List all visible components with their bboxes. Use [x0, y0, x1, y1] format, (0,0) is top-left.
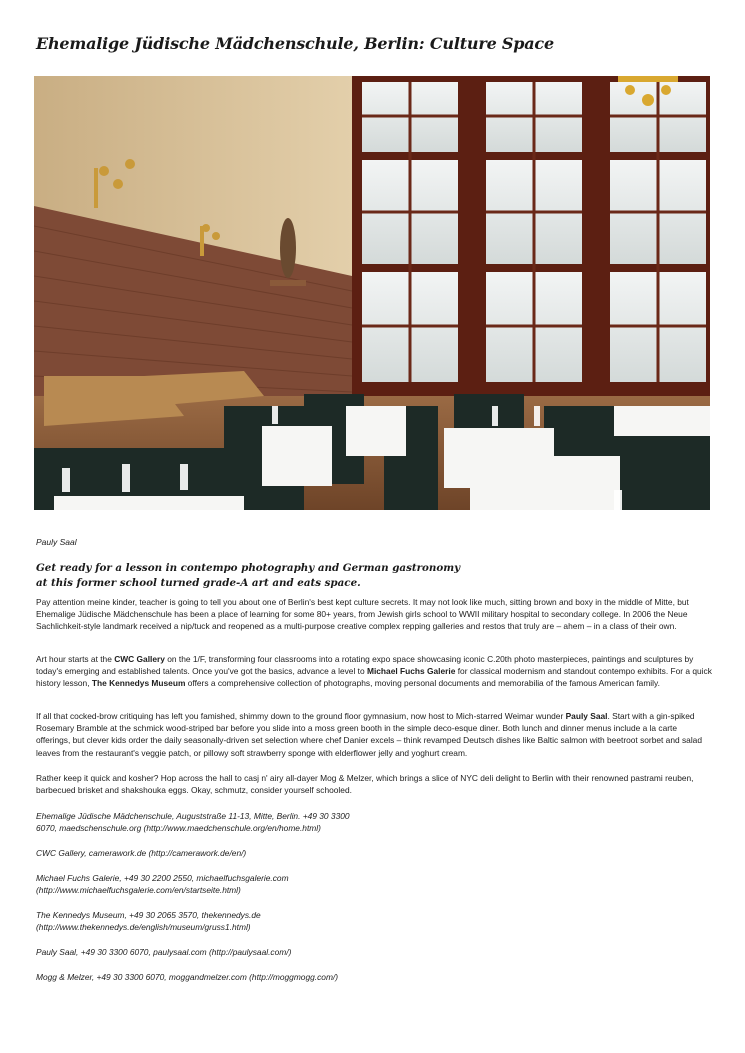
article-title: Ehemalige Jüdische Mädchenschule, Berlin: Culture Space [36, 34, 554, 53]
listing-kennedys-museum[interactable] [36, 909, 456, 933]
listing-michael-fuchs-line-1: Michael Fuchs Galerie, +49 30 2200 2550, michaelfuchsgalerie.com [36, 873, 289, 883]
listing-kennedys-line-2: (http://www.thekennedys.de/english/museum/gruss1.html) [36, 922, 251, 933]
restaurant-interior-photo-icon [34, 76, 710, 510]
kennedys-museum-link[interactable]: The Kennedys Museum [91, 678, 186, 689]
photo-credit: Pauly Saal [36, 537, 77, 547]
paragraph-2-text-e: for classical modernism and standout contempo exhibits. For a quick history lesson, [36, 666, 712, 689]
paragraph-4: Rather keep it quick and kosher? Hop across the hall to casj n' airy all-dayer Mog & Melzer, which brings a slice of NYC deli delight to Berlin with their renowned pastrami reuben, barbecued brisket and shakshouka eggs. Okay, schmutz, consider yourself schooled. [36, 773, 694, 796]
paragraph-3 [36, 710, 712, 759]
paragraph-3-text-a: If all that cocked-brow critiquing has left you famished, shimmy down to the ground floor gymnasium, now host to Mich-starred Weimar wunder [36, 711, 566, 721]
standfirst-line-2: at this former school turned grade-A art and eats space. [36, 576, 361, 589]
listing-maedchenschule-line-2: 6070, maedschenschule.org (http://www.maedchenschule.org/en/home.html) [36, 823, 321, 834]
standfirst [36, 561, 636, 590]
listing-maedchenschule[interactable] [36, 810, 456, 834]
paragraph-3-text-c: . Start with a gin-spiked Rosemary Bramble at the schmick wood-striped bar before you slide into a moss green booth in the simple deco-esque diner. Both lunch and dinner menus include a la carte offerings, but clever kids order the daily seasonally-driven set selection where chef Danier excels – think revamped Deutsch dishes like Baltic salmon with beetroot sorbet and salad leaves from the restaurant's veggie patch, or pillowy soft strawberry sponge with elderflower jelly and yoghurt cream. [36, 711, 703, 758]
standfirst-line-1: Get ready for a lesson in contempo photography and German gastronomy [36, 562, 461, 574]
listing-mogg-melzer[interactable]: Mogg & Melzer, +49 30 3300 6070, moggandmelzer.com (http://moggmogg.com/) [36, 972, 339, 982]
paragraph-2-text-a: Art hour starts at the [36, 654, 115, 664]
pauly-saal-link[interactable]: Pauly Saal [565, 711, 608, 721]
listing-maedchenschule-line-1: Ehemalige Jüdische Mädchenschule, Auguststraße 11-13, Mitte, Berlin. +49 30 3300 [36, 811, 350, 821]
listing-michael-fuchs-galerie[interactable] [36, 872, 456, 896]
paragraph-2-text-g: offers a comprehensive collection of photographs, moving personal documents and memorabilia of the famous American family. [185, 678, 660, 689]
listing-cwc-gallery[interactable]: CWC Gallery, camerawork.de (http://camerawork.de/en/) [36, 848, 247, 858]
cwc-gallery-link[interactable]: CWC Gallery [114, 654, 165, 664]
paragraph-2-text-c: on the 1/F, transforming four classrooms into a rotating expo space showcasing iconic C.20th photo masterpieces, paintings and sculptures by today's emerging and established talents. Once you've got the basics, advance a level to [36, 654, 694, 677]
paragraph-2 [36, 653, 712, 690]
paragraph-1: Pay attention meine kinder, teacher is going to tell you about one of Berlin's best kept culture secrets. It may not look like much, sitting brown and boxy in the middle of Mitte, but Ehemalige Jüdische Mädchenschule has been a place of learning for some 80+ years, from Jewish girls school to WWII military hospital to secondary college. In 2006 the Neue Sachlichkeit-style landmark received a nip/tuck and reopened as a multi-purpose creative complex repping galleries and restos that truly are – ahem – in a class of their own. [36, 597, 689, 632]
listing-michael-fuchs-line-2: (http://www.michaelfuchsgalerie.com/en/startseite.html) [36, 885, 241, 896]
listing-kennedys-line-1: The Kennedys Museum, +49 30 2065 3570, thekennedys.de [36, 910, 261, 920]
hero-image [34, 76, 710, 510]
michael-fuchs-galerie-link[interactable]: Michael Fuchs Galerie [366, 666, 456, 677]
listing-pauly-saal[interactable]: Pauly Saal, +49 30 3300 6070, paulysaal.com (http://paulysaal.com/) [36, 947, 292, 957]
